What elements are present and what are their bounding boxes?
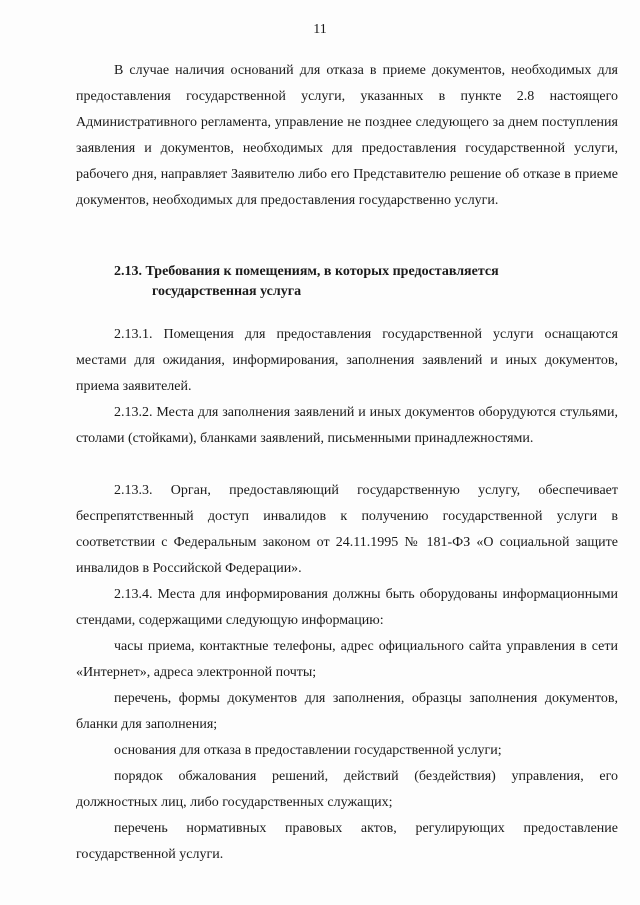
paragraph-2-13-3: 2.13.3. Орган, предоставляющий государственную услугу, обеспечивает беспрепятственный доступ инвалидов к получению государственной услуги в соответствии с Федеральным законом от 24.11.1995 № 181-ФЗ «О социальной защите инвалидов в Российской Федерации».	[76, 483, 618, 576]
section-heading-title-line1: Требования к помещениям, в которых предоставляется	[145, 264, 499, 279]
section-heading-number: 2.13.	[114, 264, 142, 279]
section-heading-title-line2: государственная услуга	[152, 284, 302, 299]
list-item-appeal-procedure: порядок обжалования решений, действий (бездействия) управления, его должностных лиц, либо государственных служащих;	[76, 769, 618, 810]
section-heading	[114, 262, 618, 302]
list-item-hours: часы приема, контактные телефоны, адрес официального сайта управления в сети «Интернет», адреса электронной почты;	[76, 639, 618, 680]
list-item-forms: перечень, формы документов для заполнения, образцы заполнения документов, бланки для заполнения;	[76, 691, 618, 732]
page-number: 11	[313, 22, 327, 37]
list-item-refusal-grounds: основания для отказа в предоставлении государственной услуги;	[114, 743, 502, 758]
list-item-legal-acts: перечень нормативных правовых актов, регулирующих предоставление государственной услуги.	[76, 821, 618, 862]
paragraph-2-13-2: 2.13.2. Места для заполнения заявлений и иных документов оборудуются стульями, столами (стойками), бланками заявлений, письменными принадлежностями.	[76, 405, 618, 446]
paragraph-refusal: В случае наличия оснований для отказа в приеме документов, необходимых для предоставления государственной услуги, указанных в пункте 2.8 настоящего Административного регламента, управление не позднее следующего за днем поступления заявления и документов, необходимых для предоставления государственной услуги, рабочего дня, направляет Заявителю либо его Представителю решение об отказе в приеме документов, необходимых для предоставления государственно услуги.	[76, 63, 618, 208]
paragraph-2-13-4: 2.13.4. Места для информирования должны быть оборудованы информационными стендами, содержащими следующую информацию:	[76, 587, 618, 628]
paragraph-2-13-1: 2.13.1. Помещения для предоставления государственной услуги оснащаются местами для ожидания, информирования, заполнения заявлений и иных документов, приема заявителей.	[76, 327, 618, 394]
